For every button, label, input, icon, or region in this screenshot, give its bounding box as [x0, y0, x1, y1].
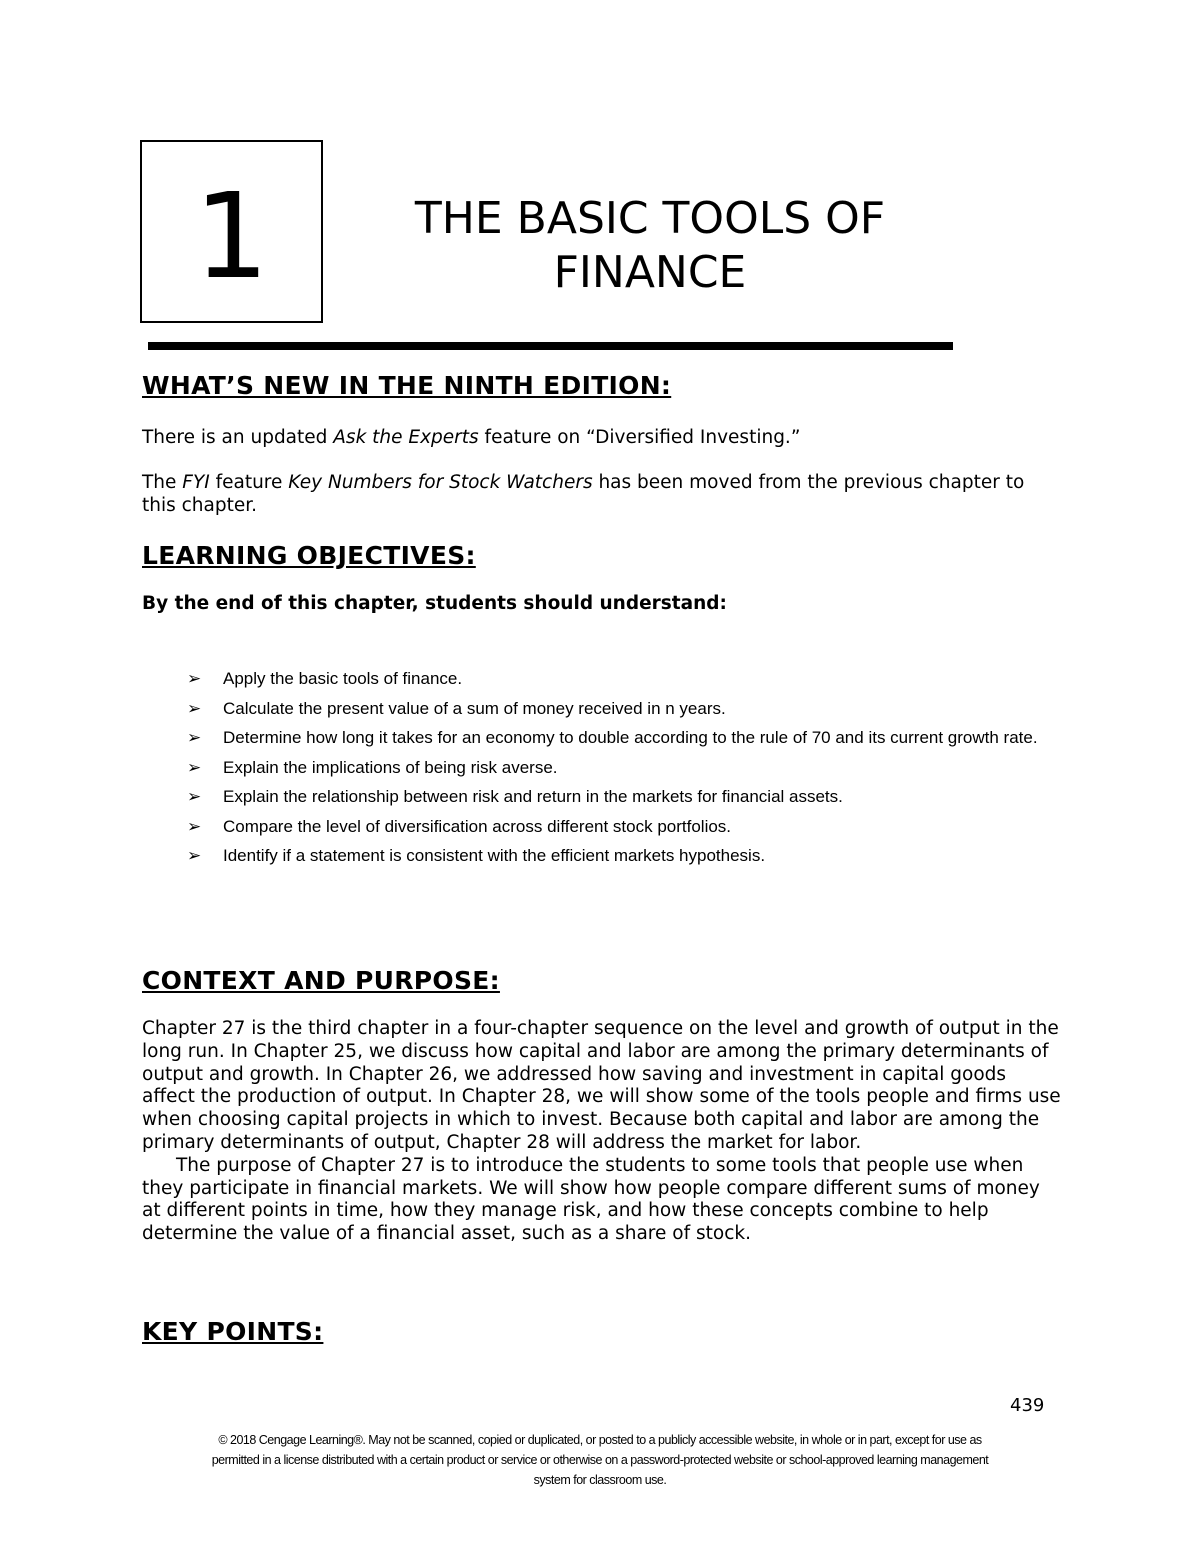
fyi-label: FYI: [182, 472, 210, 493]
ask-the-experts-title: Ask the Experts: [333, 427, 479, 448]
title-divider: [148, 342, 953, 350]
chapter-title-line1: THE BASIC TOOLS OF: [414, 193, 886, 244]
whats-new-paragraph-1: There is an updated Ask the Experts feature on “Diversified Investing.”: [142, 427, 801, 448]
list-item: ➢ Explain the implications of being risk averse.: [187, 755, 1147, 780]
list-item: ➢ Calculate the present value of a sum of money received in n years.: [187, 696, 1147, 721]
context-purpose-heading: CONTEXT AND PURPOSE:: [142, 966, 500, 995]
arrow-bullet-icon: ➢: [187, 816, 202, 836]
list-item: ➢ Apply the basic tools of finance.: [187, 666, 1147, 691]
copyright-footer: [150, 1430, 1050, 1490]
footer-line-1: © 2018 Cengage Learning®. May not be scanned, copied or duplicated, or posted to a publicly accessible website, in whole or in part, except for use as: [218, 1433, 982, 1447]
chapter-number: 1: [193, 166, 270, 305]
chapter-title-line2: FINANCE: [553, 247, 747, 298]
learning-objectives-list: [187, 666, 1147, 873]
arrow-bullet-icon: ➢: [187, 698, 202, 718]
list-item: ➢ Determine how long it takes for an economy to double according to the rule of 70 and its current growth rate.: [187, 725, 1147, 750]
whats-new-paragraph-2: The FYI feature Key Numbers for Stock Watchers has been moved from the previous chapter to this chapter.: [142, 472, 1025, 516]
context-purpose-body: [142, 1018, 1062, 1246]
arrow-bullet-icon: ➢: [187, 787, 202, 806]
key-points-heading: KEY POINTS:: [142, 1317, 324, 1346]
chapter-title: [370, 192, 930, 300]
footer-line-2: permitted in a license distributed with a certain product or service or otherwise on a password-protected website or school-approved learning management: [211, 1453, 989, 1467]
learning-objectives-heading: LEARNING OBJECTIVES:: [142, 541, 476, 570]
learning-objectives-lead: By the end of this chapter, students should understand:: [142, 593, 727, 614]
context-paragraph-1: Chapter 27 is the third chapter in a four-chapter sequence on the level and growth of output in the long run. In Chapter 25, we discuss how capital and labor are among the primary determinants of output and growth. In Chapter 26, we addressed how saving and investment in capital goods affect the production of output. In Chapter 28, we will show some of the tools people and firms use when choosing capital projects in which to invest. Because both capital and labor are among the primary determinants of output, Chapter 28 will address the market for labor.: [142, 1018, 1061, 1153]
arrow-bullet-icon: ➢: [187, 757, 202, 777]
page-number: 439: [1010, 1395, 1045, 1416]
key-numbers-title: Key Numbers for Stock Watchers: [288, 472, 593, 493]
arrow-bullet-icon: ➢: [187, 669, 202, 688]
footer-line-3: system for classroom use.: [533, 1473, 667, 1487]
list-item: ➢ Identify if a statement is consistent with the efficient markets hypothesis.: [187, 843, 1147, 868]
arrow-bullet-icon: ➢: [187, 846, 202, 865]
whats-new-heading: WHAT’S NEW IN THE NINTH EDITION:: [142, 371, 672, 400]
list-item: ➢ Compare the level of diversification across different stock portfolios.: [187, 814, 1147, 839]
context-paragraph-2: The purpose of Chapter 27 is to introduce the students to some tools that people use when they participate in financial markets. We will show how people compare different sums of money at different points in time, how they manage risk, and how these concepts combine to help determine the value of a financial asset, such as a share of stock.: [142, 1154, 1040, 1245]
arrow-bullet-icon: ➢: [187, 728, 202, 747]
list-item: ➢ Explain the relationship between risk and return in the markets for financial assets.: [187, 784, 1147, 809]
chapter-number-box: [140, 140, 323, 323]
